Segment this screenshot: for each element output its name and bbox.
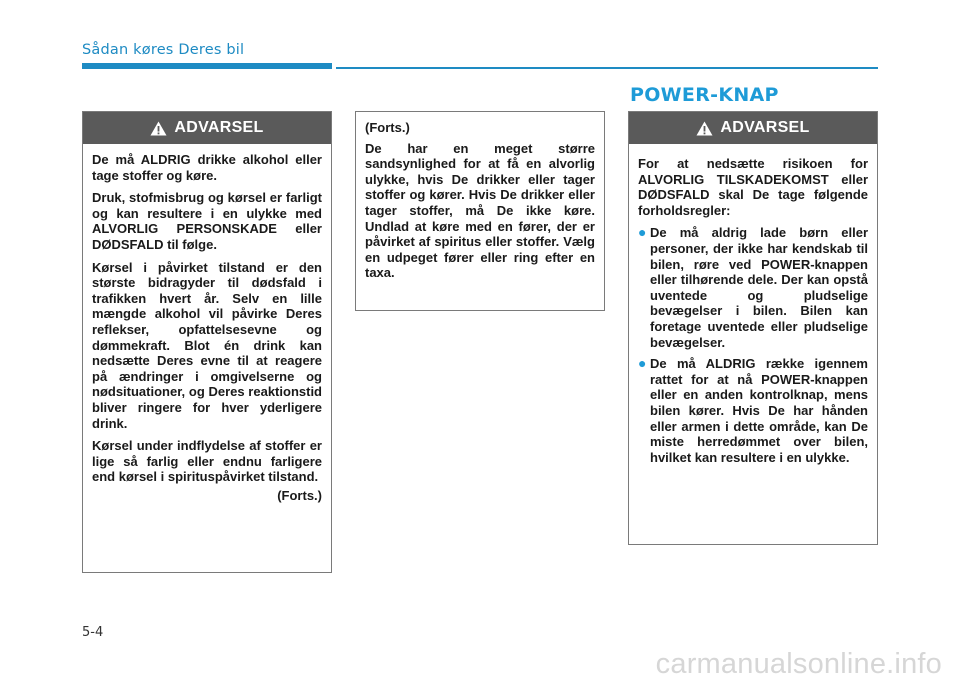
warning-box-alcohol (82, 111, 332, 573)
warning-intro: For at nedsætte risikoen for ALVORLIG TILSKADEKOMST eller DØDSFALD skal De tage følgende forholdsregler: (638, 156, 868, 218)
precaution-text: De må aldrig lade børn eller personer, der ikke har kendskab til bilen, røre ved POWER-knappen eller tilhørende dele. Der kan opstå uventede og pludselige bevægelser i bilen. Bilen kan foretage uventede eller pludselige bevægelser. (650, 225, 868, 350)
bullet-dot-icon: ● (638, 355, 647, 372)
warning-triangle-icon (696, 121, 713, 136)
warning-box-power-button (628, 111, 878, 545)
warning-paragraph: Druk, stofmisbrug og kørsel er farligt og kan resultere i en ulykke med ALVORLIG PERSONSKADE eller DØDSFALD til følge. (92, 190, 322, 252)
chapter-title: Sådan køres Deres bil (82, 42, 245, 58)
section-heading: POWER-KNAP (630, 84, 779, 106)
warning-paragraph: De må ALDRIG drikke alkohol eller tage stoffer og køre. (92, 152, 322, 183)
precaution-item (638, 356, 868, 465)
warning-paragraph: De har en meget større sandsynlighed for at få en alvorlig ulykke, hvis De drikker eller tager stoffer og kører. Hvis De drikker eller tager stoffer, må De ikke køre. Undlad at køre med en fører, der er påvirket af spiritus eller stoffer. Vælg en udpeget fører eller ring efter en taxa. (365, 140, 595, 281)
continued-note: (Forts.) (277, 487, 322, 503)
bullet-dot-icon: ● (638, 224, 647, 241)
warning-header (629, 112, 877, 144)
header-rule-thin (336, 67, 878, 69)
precaution-text: De må ALDRIG række igennem rattet for at nå POWER-knappen eller en anden kontrolknap, mens bilen kører. Hvis De har hånden eller armen i dette område, kan De miste herredømmet over bilen, hvilket kan resultere i en ulykke. (650, 356, 868, 465)
precaution-item (638, 225, 868, 350)
warning-paragraph: Kørsel i påvirket tilstand er den største bidragyder til dødsfald i trafikken hvert år. Selv en lille mængde alkohol vil påvirke Deres reflekser, opfattelsesevne og dømmekraft. Blot én drink kan nedsætte Deres evne til at reagere på ændringer i omgivelserne og nødsituationer, og Deres reaktionstid bliver ringere for hver yderligere drink. (92, 259, 322, 431)
warning-label: ADVARSEL (174, 119, 264, 136)
warning-label: ADVARSEL (720, 119, 810, 136)
continued-from-note: (Forts.) (365, 120, 410, 135)
warning-header (83, 112, 331, 144)
page-number: 5-4 (82, 625, 104, 640)
warning-box-continued (355, 111, 605, 311)
precaution-list (638, 225, 868, 465)
header-rule-thick (82, 63, 332, 69)
watermark: carmanualsonline.info (655, 648, 942, 680)
warning-triangle-icon (150, 121, 167, 136)
warning-paragraph: Kørsel under indflydelse af stoffer er lige så farlig eller endnu farligere end kørsel i spirituspåvirket tilstand. (92, 438, 322, 485)
